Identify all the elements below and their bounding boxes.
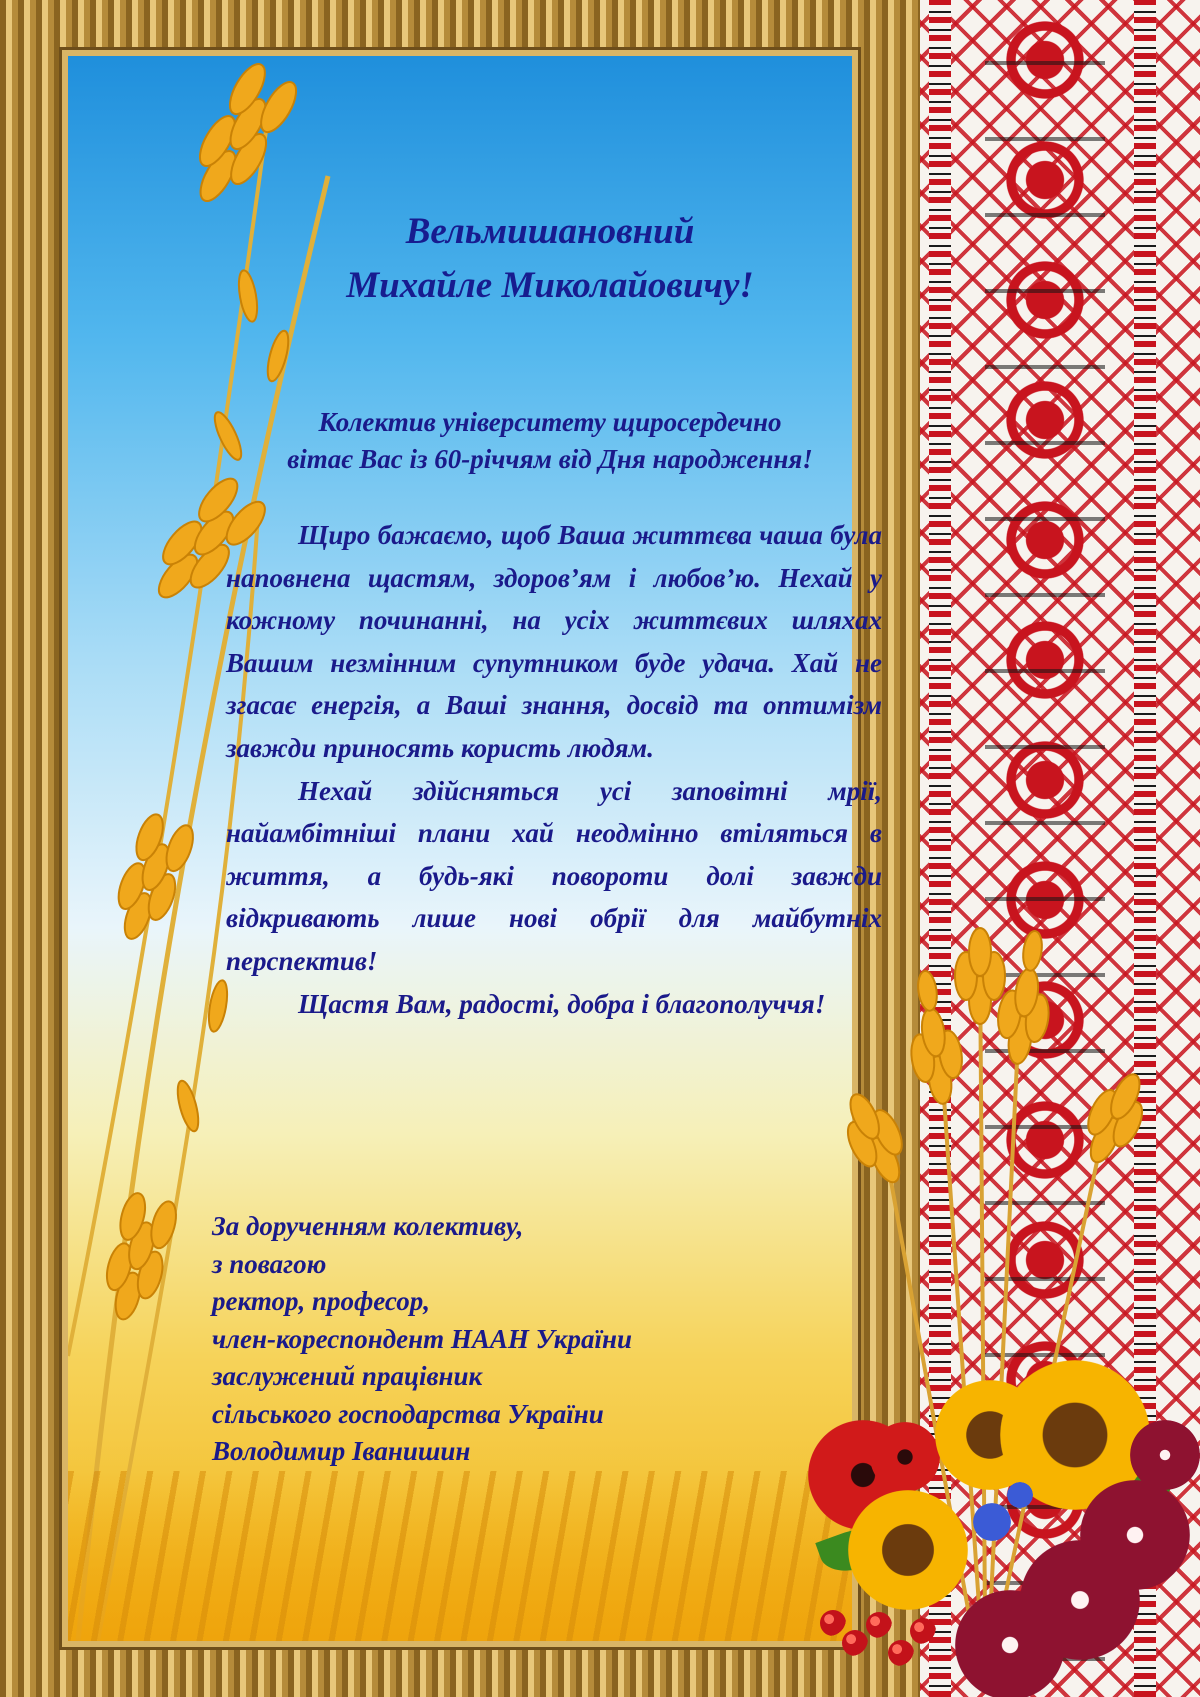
cornflower: [970, 1500, 1014, 1544]
wishes-paragraph: Щастя Вам, радості, добра і благополуччя!: [298, 988, 826, 1019]
viburnum-berry: [820, 1610, 846, 1636]
mallow-flower: [1130, 1420, 1200, 1490]
wishes-paragraph: Щиро бажаємо, щоб Ваша життєва чаша була наповнена щастям, здоров’ям і любов’ю. Нехай у кожному починанні, на усіх життєвих шляхах Вашим незмінним супутником буде удача. Хай не згасає енергія, а Ваші знання, досвід та оптимізм завжди приносять користь людям.: [226, 520, 882, 763]
signature-line: За дорученням колективу,: [212, 1211, 524, 1241]
oat-grain: [174, 1079, 203, 1133]
viburnum-berry: [842, 1630, 868, 1656]
greeting-line-2: вітає Вас із 60-річчям від Дня народження!: [287, 444, 813, 474]
greeting-line: [220, 404, 880, 478]
title-line-1: Вельмишановний: [405, 211, 695, 252]
signature-line: член-кореспондент НААН України: [212, 1323, 632, 1354]
signature-line: з повагою: [212, 1248, 327, 1279]
title-line-2: Михайле Миколайовичу!: [346, 265, 754, 306]
signature-line: заслужений працівник: [212, 1361, 483, 1391]
wishes-paragraph: Нехай здійсняться усі заповітні мрії, найамбітніші плани хай неодмінно втіляться в життя, а будь-які повороти долі завжди відкривають лише нові обрії для майбутніх перспектив!: [226, 775, 882, 976]
wheat-field: [68, 1471, 852, 1641]
viburnum-berry: [888, 1640, 914, 1666]
poppy-flower: [870, 1422, 940, 1492]
addressee-title: [230, 205, 870, 313]
greeting-line-1: Колектив університету щиросердечно: [318, 407, 782, 437]
wishes-text: [226, 514, 882, 1025]
mallow-flower: [955, 1590, 1065, 1697]
wheat-ear: [178, 59, 303, 215]
sunflower: [848, 1490, 968, 1610]
viburnum-berry: [910, 1618, 936, 1644]
cornflower: [1005, 1480, 1035, 1510]
viburnum-berry: [866, 1612, 892, 1638]
signature-line: сільського господарства України: [212, 1398, 604, 1429]
signature-block: [212, 1208, 632, 1471]
signature-line: ректор, професор,: [212, 1286, 430, 1316]
wheat-ear: [104, 811, 198, 948]
signer-name: Володимир Іванишин: [212, 1436, 471, 1466]
